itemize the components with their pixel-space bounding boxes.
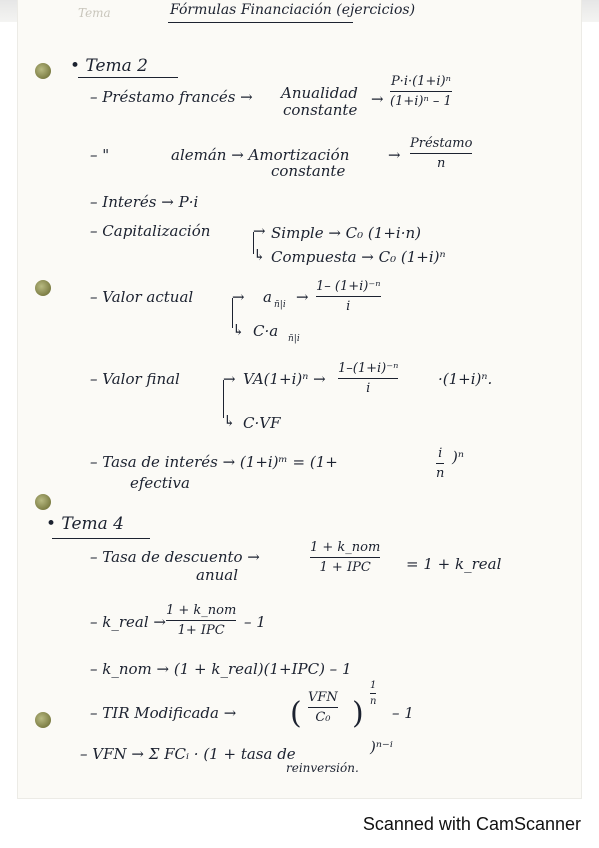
fraction-bar <box>390 91 452 92</box>
descuento-line-1: – Tasa de descuento → <box>90 548 260 566</box>
vfn-close: )ⁿ⁻ⁱ <box>370 738 393 756</box>
notebook-page <box>18 0 581 798</box>
fraction-bar <box>410 153 472 154</box>
vf-num: 1–(1+i)⁻ⁿ <box>338 361 399 376</box>
interes-line: – Interés → P·i <box>90 193 199 211</box>
tasa-line-1: – Tasa de interés → (1+i)ᵐ = (1+ <box>90 453 338 471</box>
arrow: ↳ <box>232 321 245 339</box>
tema2-heading: • Tema 2 <box>70 56 148 76</box>
tir-tail: – 1 <box>392 704 414 722</box>
arrow: → <box>232 288 245 306</box>
frances-den: (1+i)ⁿ – 1 <box>390 94 452 109</box>
tema4-underline <box>52 538 150 539</box>
arrow: → <box>388 146 401 164</box>
arrow: → <box>253 222 266 240</box>
vfn-label: – VFN → Σ FCᵢ · (1 + tasa de <box>80 745 296 763</box>
va-annuity: a <box>263 288 272 306</box>
kreal-num: 1 + k_nom <box>166 603 237 618</box>
tir-fraction <box>308 690 338 725</box>
kreal-formula <box>166 603 236 638</box>
descuento-line-2: anual <box>196 566 239 584</box>
va-second: C·a <box>253 322 279 340</box>
vf-tail: ·(1+i)ⁿ. <box>438 370 493 388</box>
aleman-result-2: constante <box>271 162 346 180</box>
va-num: 1– (1+i)⁻ⁿ <box>316 279 381 294</box>
aleman-label: alemán → Amortización <box>171 146 350 164</box>
kreal-tail: – 1 <box>244 613 266 631</box>
fraction-bar <box>436 463 444 464</box>
aleman-num: Préstamo <box>410 136 473 151</box>
arrow: → <box>296 288 309 306</box>
punch-hole <box>35 712 51 728</box>
frances-result-2: constante <box>283 101 358 119</box>
cap-simple: Simple → C₀ (1+i·n) <box>271 224 421 242</box>
page-title: Fórmulas Financiación (ejercicios) <box>170 2 416 18</box>
va-annuity-sub: n̄|i <box>274 300 286 310</box>
kreal-den: 1+ IPC <box>177 623 225 638</box>
tir-num: VFN <box>308 690 338 705</box>
vf-den: i <box>366 381 371 396</box>
paren-close: ) <box>352 696 364 731</box>
tasa-line-2: efectiva <box>130 474 190 492</box>
fraction-bar <box>338 378 398 379</box>
tasa-close: )ⁿ <box>452 448 464 466</box>
tasa-den: n <box>436 466 445 481</box>
kreal-label: – k_real → <box>90 613 166 631</box>
arrow: → <box>371 90 384 108</box>
vf-first: VA(1+i)ⁿ → <box>243 370 326 388</box>
valor-actual-label: – Valor actual <box>90 288 194 306</box>
fraction-bar <box>308 707 338 708</box>
va-second-sub: n̄|i <box>288 334 300 344</box>
descuento-formula <box>310 540 380 575</box>
valor-final-label: – Valor final <box>90 370 180 388</box>
punch-hole <box>35 494 51 510</box>
va-den: i <box>346 299 351 314</box>
vf-formula <box>338 361 398 396</box>
punch-hole <box>35 280 51 296</box>
tir-exponent <box>370 680 376 707</box>
knom-line: – k_nom → (1 + k_real)(1+IPC) – 1 <box>90 660 352 678</box>
vf-second: C·VF <box>243 414 281 432</box>
tasa-fraction <box>436 446 444 481</box>
descuento-den: 1 + IPC <box>319 560 371 575</box>
descuento-tail: = 1 + k_real <box>406 555 502 573</box>
faded-label: Tema <box>78 6 111 20</box>
tema4-heading: • Tema 4 <box>46 514 124 534</box>
capitalizacion-label: – Capitalización <box>90 222 211 240</box>
tir-den: C₀ <box>315 710 331 725</box>
tema2-underline <box>78 77 178 78</box>
arrow: → <box>223 370 236 388</box>
fraction-bar <box>316 296 381 297</box>
aleman-ditto: – " <box>90 146 110 164</box>
arrow: ↳ <box>253 246 266 264</box>
aleman-formula <box>410 136 472 171</box>
frances-formula <box>390 74 452 109</box>
aleman-den: n <box>437 156 446 171</box>
vfn-sub: reinversión. <box>286 761 359 775</box>
fraction-bar <box>310 557 380 558</box>
fraction-bar <box>370 693 376 694</box>
descuento-num: 1 + k_nom <box>310 540 381 555</box>
scanner-watermark: Scanned with CamScanner <box>362 814 581 834</box>
frances-result-1: Anualidad <box>281 84 358 102</box>
fraction-bar <box>166 620 236 621</box>
punch-hole <box>35 63 51 79</box>
frances-label: – Préstamo francés → <box>90 88 253 106</box>
arrow: ↳ <box>223 412 236 430</box>
va-formula <box>316 279 381 314</box>
tir-label: – TIR Modificada → <box>90 704 237 722</box>
frances-num: P·i·(1+i)ⁿ <box>390 74 451 89</box>
title-underline <box>168 22 353 23</box>
paren-open: ( <box>290 696 302 731</box>
cap-compuesta: Compuesta → C₀ (1+i)ⁿ <box>271 248 446 266</box>
tasa-num: i <box>438 446 443 461</box>
tir-exp-num: 1 <box>370 680 377 691</box>
tir-exp-den: n <box>370 696 377 707</box>
